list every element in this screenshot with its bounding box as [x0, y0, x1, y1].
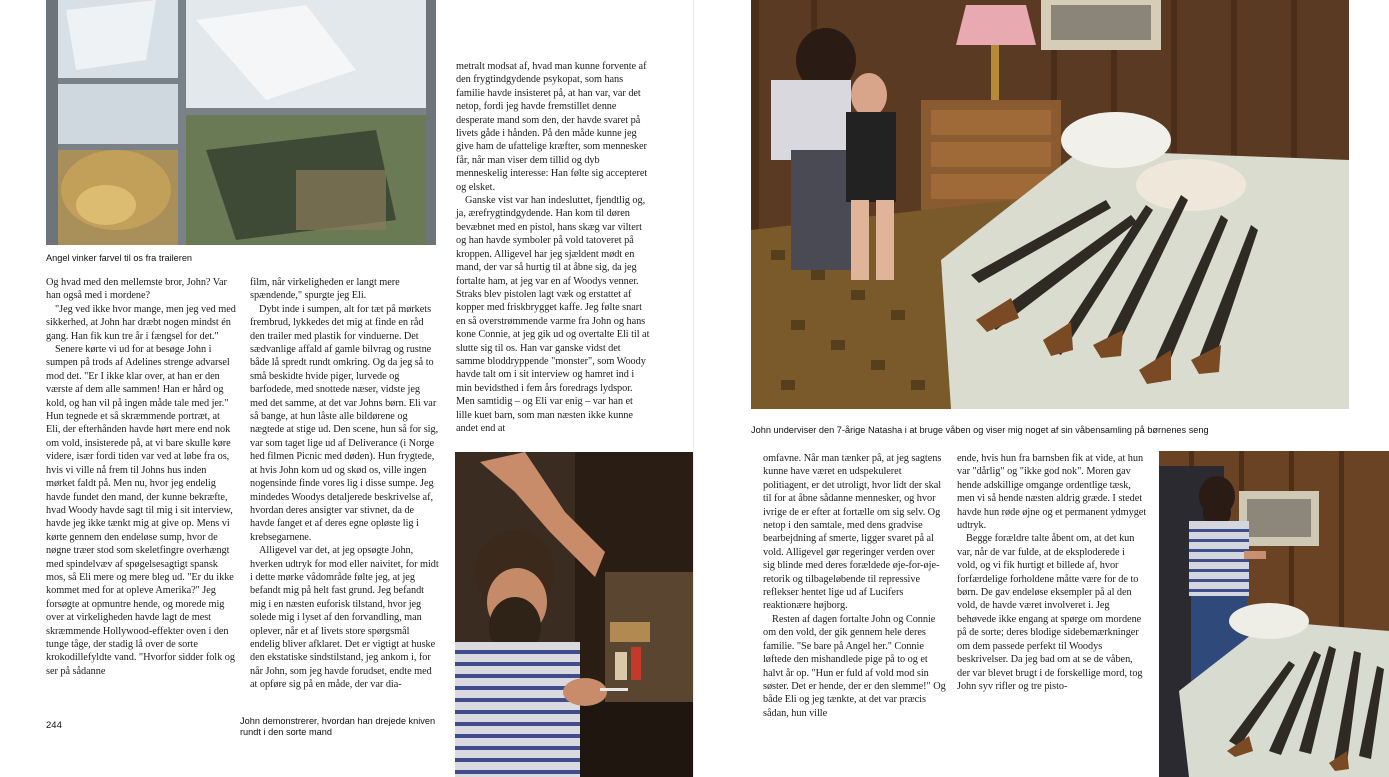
left-page [0, 0, 694, 777]
paragraph: Dybt inde i sumpen, alt for tæt på mørkets frembrud, lykkedes det mig at finde en råd den trailer med plastik for vinduerne. Det sædvanlige affald af gamle bilvrag og rustne både lå spredt rundt omkring. Og da jeg så to små beskidte hvide piger, lurvede og barfodede, med snottede næser, vidste jeg med det samme, at det var Johns børn. Eli var så bange, at hun låste alle bildørene og nægtede at stige ud. Den scene, hun så for sig, var som taget lige ud af Deliverance (i Norge hed filmen Picnic med døden). Hun frygtede, at hvis John kom ud og skød os, ville ingen nogensinde finde vores lig i disse sumpe. Jeg mindedes Woodys detaljerede beskrivelse af, hvordan deres ansigter var stivnet, da de havde fanget et af deres egne opløste lig i krebsegarnene. [250, 303, 439, 543]
gun-collection-photo [751, 0, 1349, 409]
paragraph: Resten af dagen fortalte John og Connie om den vold, der gik gennem hele deres familie. "Se bare på Angel her." Connie løftede den mishandlede pige på to og et halvt år op. "Hun er fuld af vold mod sin søster. Det er hende, der er den slemme!" Og både Eli og jeg tænkte, at det var præcis sådan, hun ville [763, 613, 946, 719]
body-column-1 [46, 276, 236, 678]
paragraph: omfavne. Når man tænker på, at jeg sagtens kunne have været en udspekuleret politiagent, er det utroligt, hvor lidt der skal til for at åbne sådanne mennesker, og hvor ivrige de er efter at fortælle om sig selv. Og netop i den samtale, med dens gradvise bearbejdning af smerte, ligger svaret på al vold. Alligevel gør regeringer verden over sig blinde med deres forældede øje-for-øje-retorik og tilbageløbende til repressive reflekser hentet lige ud af Lucifers reaktionære højborg. [763, 453, 942, 612]
paragraph: Og hvad med den mellemste bror, John? Var han også med i mordene? [46, 277, 227, 302]
body-column-4 [763, 452, 947, 720]
paragraph: Ganske vist var han indesluttet, fjendtlig og, ja, ærefrygtindgydende. Han kom til døren bevæbnet med en pistol, hans skæg var viltert og han havde symboler på vold tatoveret på kroppen. Alligevel har jeg sjældent mødt en mand, der var så hurtig til at åbne sig, da jeg fortalte ham, at jeg var en af Woodys venner. Straks blev pistolen lagt væk og erstattet af kopper med friskbrygget kaffe. Jeg følte snart en så overstrømmende varme fra John og hans kone Connie, at jeg gik ud og overtalte Eli til at slutte sig til os. Han var ganske vidst det samme bloddryppende "monster", som Woody havde talt om i sit interview og hamret ind i min bevidsthed i fem års foredrags lydspor. Men samtidig – og Eli var enig – var han et lille kuet barn, som man næsten ikke kunne andet end at [456, 195, 650, 434]
john-with-pistol-photo [1159, 451, 1389, 777]
right-page [694, 0, 1389, 777]
trailer-window-photo [46, 0, 436, 245]
paragraph: ende, hvis hun fra barnsben fik at vide, at hun var "dårlig" og "ikke god nok". Moren gav hende adskillige omgange ordentlige tæsk, men vi så hende næsten aldrig græde. I stedet havde hun røde øjne og et permanent ydmyget udtryk. [957, 453, 1147, 532]
knife-photo-caption [240, 716, 450, 738]
paragraph: film, når virkeligheden er langt mere spændende," spurgte jeg Eli. [250, 277, 400, 302]
body-column-5 [957, 452, 1147, 693]
knife-demonstration-photo [455, 452, 694, 777]
body-column-3 [456, 60, 650, 435]
paragraph: metralt modsat af, hvad man kunne forvente af den frygtindgydende psykopat, som hans familie havde insisteret på, at han var, var det netop, fordi jeg havde fremstillet denne desperate mand som den, der havde svaret på livets gåde i hånden. På den måde kunne jeg give ham de ufattelige kræfter, som mennesker får, når man viser dem tillid og dyb menneskelig interesse: Han følte sig accepteret og elsket. [456, 61, 648, 193]
knife-caption-line-2: rundt i den sorte mand [240, 727, 332, 737]
knife-caption-line-1: John demonstrerer, hvordan han drejede kniven [240, 716, 436, 726]
paragraph: Alligevel var det, at jeg opsøgte John, hverken udtryk for mod eller naivitet, for midt i dette mørke vådområde følte jeg, at jeg befandt mig på helt fast grund. Jeg befandt mig i en næsten euforisk tilstand, hvor jeg solede mig i lyset af den forvandling, man oplever, når et af livets store spørgsmål endelig bliver afklaret. Det er vigtigt at huske den ekstatiske sindstilstand, jeg ankom i, for når John, som jeg havde forudset, endte med at opføre sig på en måde, der var dia- [250, 545, 439, 691]
paragraph: "Jeg ved ikke hvor mange, men jeg ved med sikkerhed, at John har dræbt nogen mindst én gang. Han fik kun tre år i fængsel for det." [46, 303, 236, 342]
trailer-photo-caption: Angel vinker farvel til os fra traileren [46, 253, 193, 263]
page-number: 244 [46, 720, 62, 731]
paragraph: Senere kørte vi ud for at besøge John i sumpen på trods af Adelines strenge advarsel mod det. "Er I ikke klar over, at han er den værste af dem alle sammen! Han er hård og kold, og han vil på ingen måde tale med jer." Hun tegnede et så skræmmende portræt, at Eli, der efterhånden havde hørt mere end nok om vold, insisterede på, at vi bare skulle køre videre, især fordi tiden var ved at løbe fra os, hvis vi ville nå frem til Johns hus inden mørket faldt på. Men nu, hvor jeg endelig havde fundet den mand, der kunne bekræfte, hvad Woody havde sagt til mig i sit interview, havde jeg ikke tænkt mig at give op. Mens vi kørte gennem den endeløse sump, hvor de nøgne træer stod som skeletfingre overhængt med spindelvæv af spøgelsesagtigt spansk mos, så Eli mere og mere bleg ud. "Er du ikke kommet med for at opleve Amerika?" Jeg forsøgte at opmuntre hende, og morede mig over at virkeligheden havde lagt de mest skræmmende Hollywood-effekter oven i den tunge tåge, der stadig lå over de sorte krokodillefyldte vand. "Hvorfor sidder folk og ser på sådanne [46, 344, 235, 677]
paragraph: Begge forældre talte åbent om, at det kun var, når de var fulde, at de eksploderede i vold, og vi fik hurtigt et billede af, hvor forfærdelige forholdene måtte være for de to børn. De gav endeløse eksempler på al den vold, de havde været involveret i. Jeg behøvede ikke engang at spørge om mordene på de sorte; deres blodige sidebemærkninger om dem passede perfekt til Woodys beskrivelser. Da jeg bad om at se de våben, der var blevet brugt i de forskellige mord, tog John syv rifler og tre pisto- [957, 533, 1143, 692]
body-column-2 [250, 276, 440, 692]
gun-photo-caption: John underviser den 7-årige Natasha i at bruge våben og viser mig noget af sin våbensamling på børnenes seng [751, 425, 1209, 435]
